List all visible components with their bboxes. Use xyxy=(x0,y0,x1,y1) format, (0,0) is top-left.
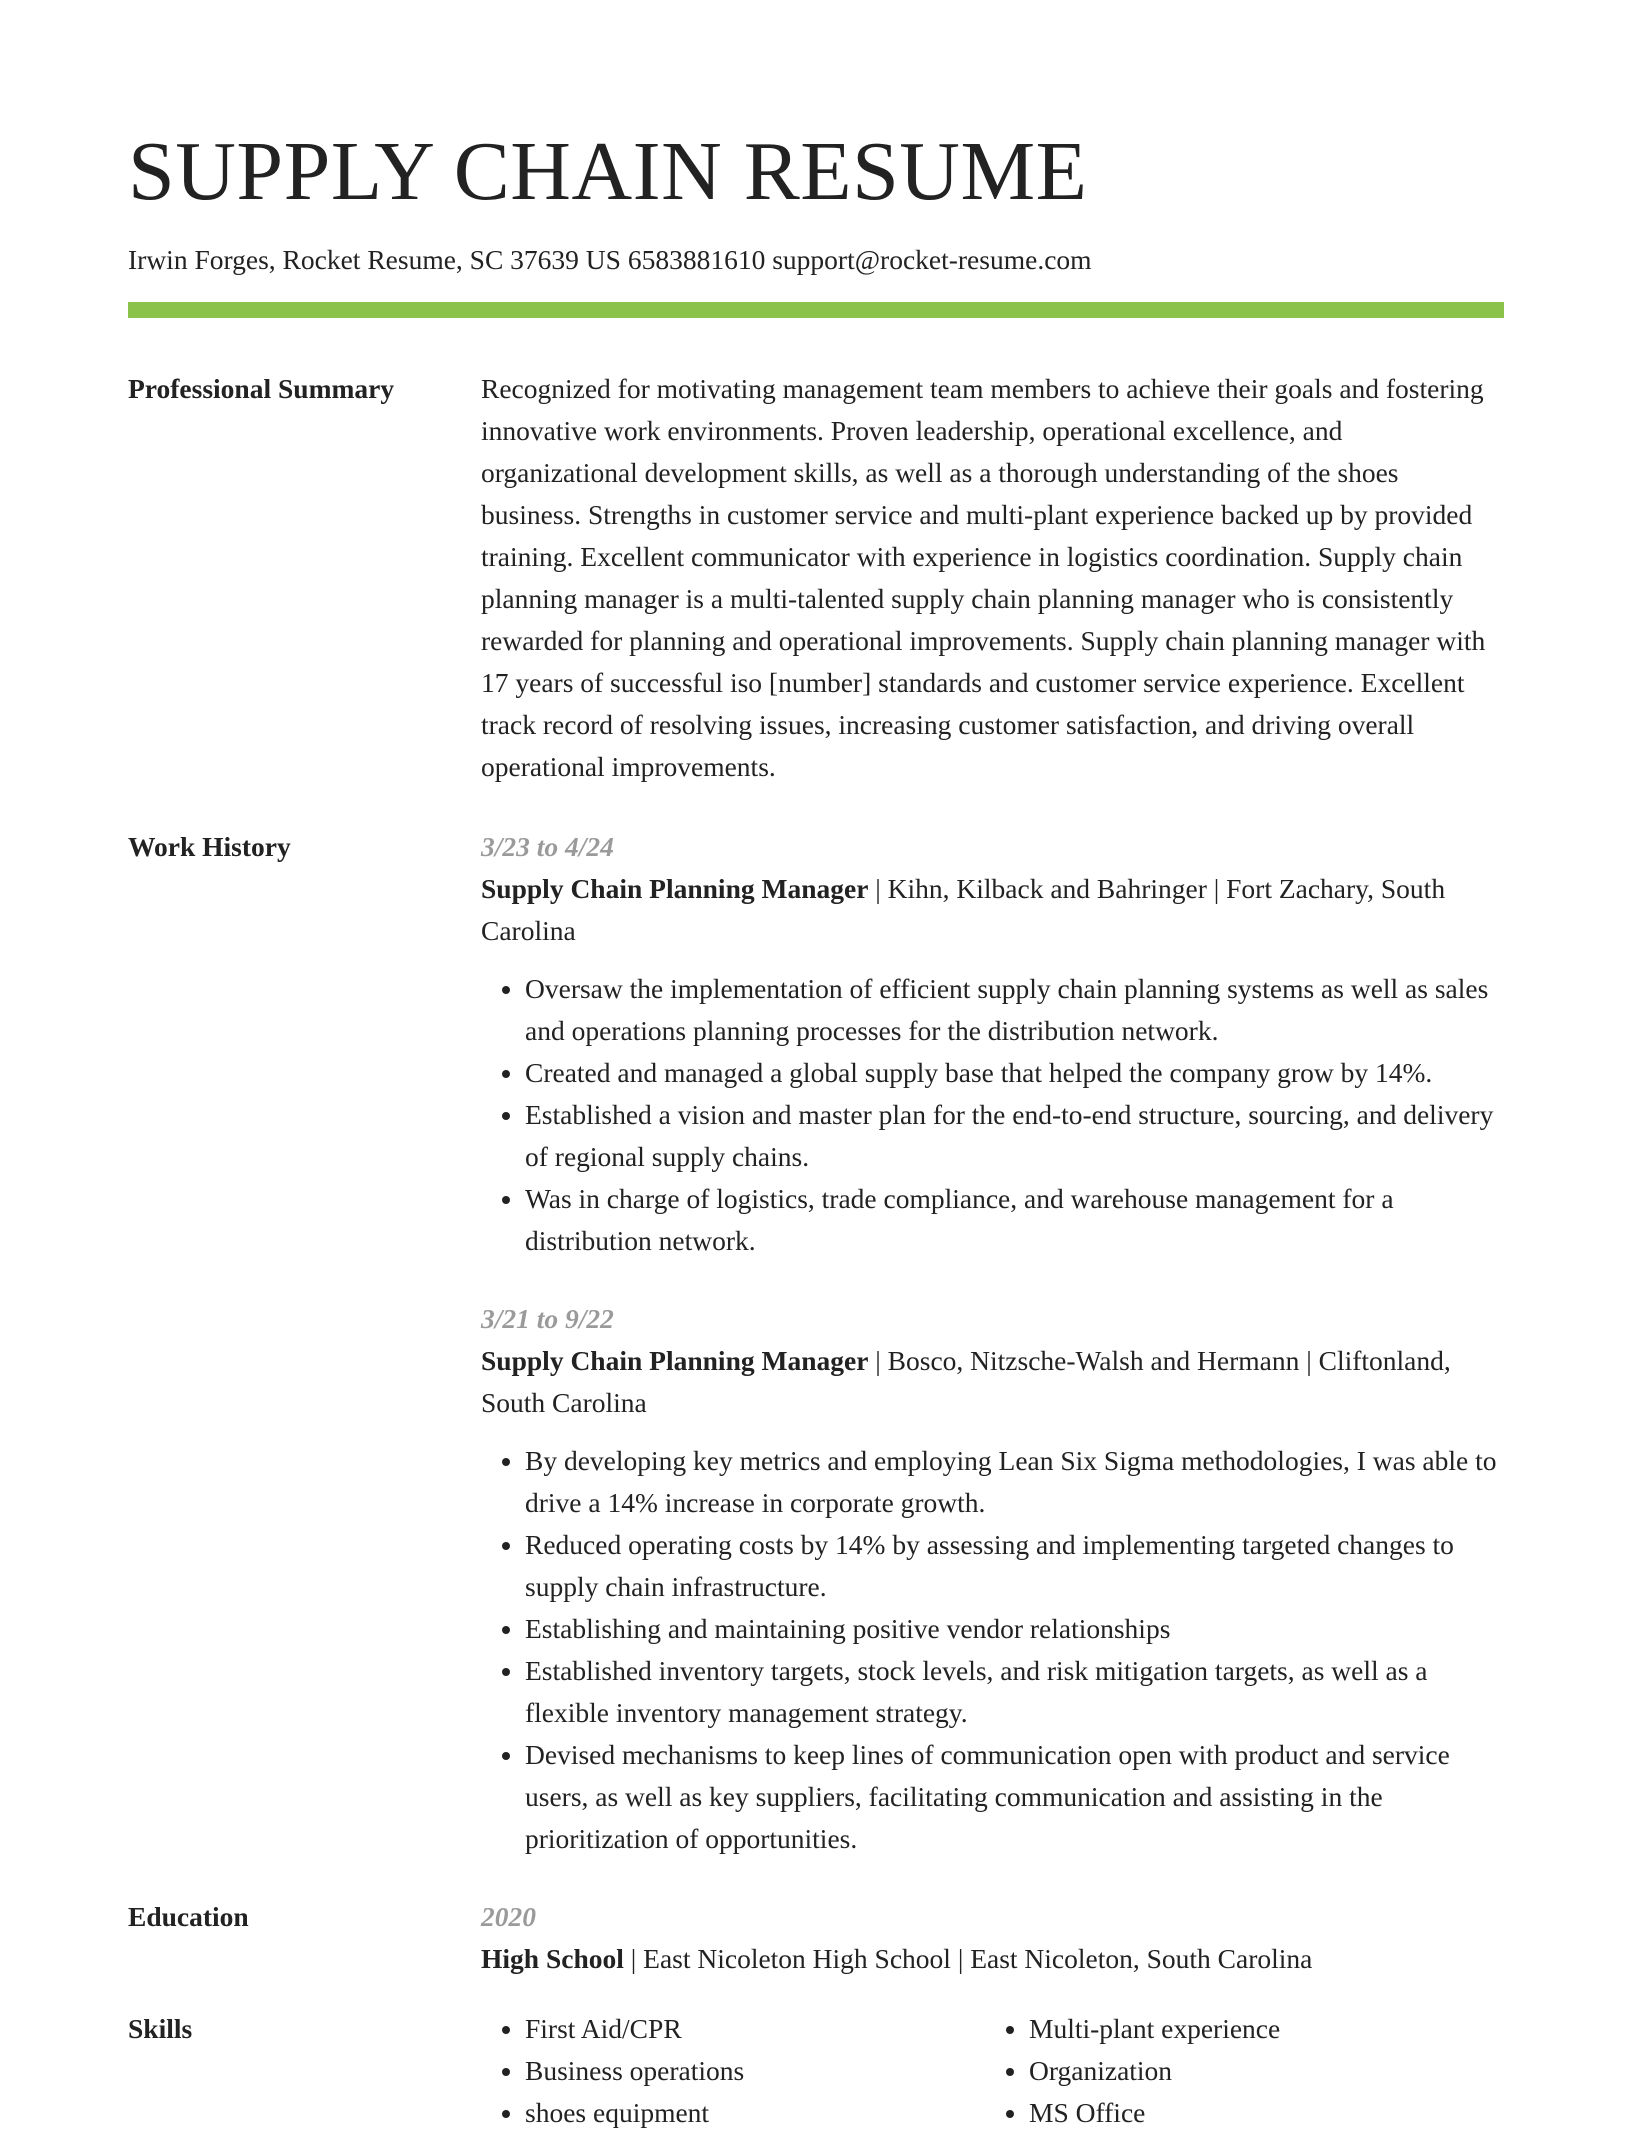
job-title: Supply Chain Planning Manager xyxy=(481,873,869,904)
job-dates: 3/23 to 4/24 xyxy=(481,831,614,862)
resume-title: SUPPLY CHAIN RESUME xyxy=(128,125,1088,218)
professional-summary-section xyxy=(128,368,1504,788)
job-dates: 3/21 to 9/22 xyxy=(481,1303,614,1334)
work-history-body xyxy=(481,826,1504,1860)
job-bullet: • Created and managed a global supply base that helped the company grow by 14%. xyxy=(525,1052,1504,1094)
education-year: 2020 xyxy=(481,1901,536,1932)
education-heading xyxy=(481,1938,1504,1980)
job-title: Supply Chain Planning Manager xyxy=(481,1345,869,1376)
education-degree: High School xyxy=(481,1943,624,1974)
job-bullets xyxy=(481,968,1504,1262)
education-body xyxy=(481,1896,1504,1980)
job-heading xyxy=(481,1340,1504,1424)
job-bullet: • Devised mechanisms to keep lines of communication open with product and service users, as well as key suppliers, facilitating communication and assisting in the prioritization of opportunities. xyxy=(525,1734,1504,1860)
job-details: | Kihn, Kilback and Bahringer | Fort Zachary, South Carolina xyxy=(481,873,1446,946)
job-bullet: • Establishing and maintaining positive vendor relationships xyxy=(525,1608,1504,1650)
skill-item: • Organization xyxy=(1029,2050,1489,2092)
skills-list-right xyxy=(985,2008,1489,2134)
skills-section xyxy=(128,2008,1504,2134)
job-bullet: • By developing key metrics and employing Lean Six Sigma methodologies, I was able to drive a 14% increase in corporate growth. xyxy=(525,1440,1504,1524)
skills-list-left xyxy=(481,2008,985,2134)
job-bullet: • Established a vision and master plan for the end-to-end structure, sourcing, and delivery of regional supply chains. xyxy=(525,1094,1504,1178)
section-label-education: Education xyxy=(128,1901,249,1932)
education-section xyxy=(128,1896,1504,1980)
skill-item: • MS Office xyxy=(1029,2092,1489,2134)
job-entry xyxy=(481,1298,1504,1860)
job-bullet: • Established inventory targets, stock levels, and risk mitigation targets, as well as a flexible inventory management strategy. xyxy=(525,1650,1504,1734)
job-entry xyxy=(481,826,1504,1262)
skill-item: • Business operations xyxy=(525,2050,985,2092)
job-bullets xyxy=(481,1440,1504,1860)
education-details: | East Nicoleton High School | East Nicoleton, South Carolina xyxy=(623,1943,1313,1974)
section-label-work: Work History xyxy=(128,831,291,862)
job-heading xyxy=(481,868,1504,952)
work-history-section xyxy=(128,826,1504,1860)
job-bullet: • Oversaw the implementation of efficient supply chain planning systems as well as sales and operations planning processes for the distribution network. xyxy=(525,968,1504,1052)
skills-grid xyxy=(481,2008,1504,2134)
skill-item: • First Aid/CPR xyxy=(525,2008,985,2050)
skill-item: • Multi-plant experience xyxy=(1029,2008,1489,2050)
job-bullet: • Reduced operating costs by 14% by assessing and implementing targeted changes to supply chain infrastructure. xyxy=(525,1524,1504,1608)
skill-item: • shoes equipment xyxy=(525,2092,985,2134)
section-label-skills: Skills xyxy=(128,2013,193,2044)
job-details: | Bosco, Nitzsche-Walsh and Hermann | Cliftonland, South Carolina xyxy=(481,1345,1451,1418)
summary-text: Recognized for motivating management team members to achieve their goals and fostering innovative work environments. Proven leadership, operational excellence, and organizational development skills, as well as a thorough understanding of the shoes business. Strengths in customer service and multi-plant experience backed up by provided training. Excellent communicator with experience in logistics coordination. Supply chain planning manager is a multi-talented supply chain planning manager who is consistently rewarded for planning and operational improvements. Supply chain planning manager with 17 years of successful iso [number] standards and customer service experience. Excellent track record of resolving issues, increasing customer satisfaction, and driving overall operational improvements. xyxy=(481,373,1486,782)
job-bullet: • Was in charge of logistics, trade compliance, and warehouse management for a distribution network. xyxy=(525,1178,1504,1262)
contact-line: Irwin Forges, Rocket Resume, SC 37639 US 6583881610 support@rocket-resume.com xyxy=(128,244,1092,275)
header-divider xyxy=(128,302,1504,318)
section-label-summary: Professional Summary xyxy=(128,373,395,404)
